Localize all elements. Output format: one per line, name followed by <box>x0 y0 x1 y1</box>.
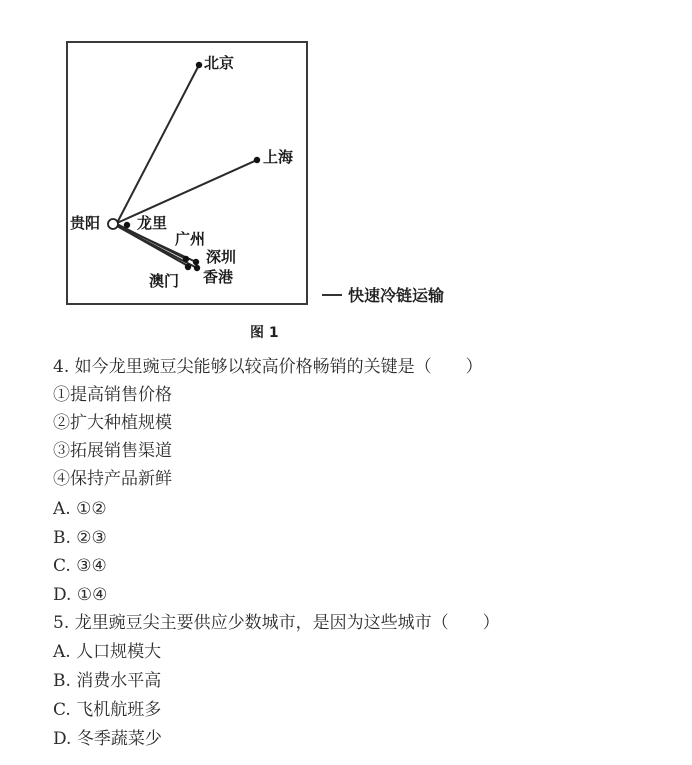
route-beijing <box>117 65 199 223</box>
statement-4: ④保持产品新鲜 <box>53 469 172 489</box>
question-4-option-a[interactable]: A. ①② <box>53 499 107 519</box>
guangzhou-dot-marker <box>183 256 189 262</box>
question-5-option-c[interactable]: C. 飞机航班多 <box>53 700 162 720</box>
statement-2: ②扩大种植规模 <box>53 413 172 433</box>
legend-label: 快速冷链运输 <box>348 286 445 305</box>
question-4-option-d[interactable]: D. ①④ <box>53 585 108 605</box>
label-macau: 澳门 <box>149 272 180 290</box>
statement-3: ③拓展销售渠道 <box>53 441 172 461</box>
label-shenzhen: 深圳 <box>206 248 237 266</box>
question-5-stem: 5. 龙里豌豆尖主要供应少数城市，是因为这些城市（ ） <box>53 613 500 633</box>
statement-1: ①提高销售价格 <box>53 385 172 405</box>
label-guiyang: 贵阳 <box>70 214 101 232</box>
question-5-option-d[interactable]: D. 冬季蔬菜少 <box>53 729 162 749</box>
shenzhen-dot-marker <box>193 259 199 265</box>
question-4-stem: 4. 如今龙里豌豆尖能够以较高价格畅销的关键是（ ） <box>53 357 483 377</box>
question-5-option-a[interactable]: A. 人口规模大 <box>53 642 162 662</box>
figure-caption: 图 1 <box>250 325 279 341</box>
hongkong-dot-marker <box>194 265 200 271</box>
question-4-option-c[interactable]: C. ③④ <box>53 556 107 576</box>
guiyang-open-circle-marker <box>108 219 118 229</box>
legend-line-symbol <box>322 294 342 296</box>
label-longli: 龙里 <box>137 214 168 232</box>
map-legend <box>322 283 444 306</box>
longli-dot-marker <box>124 222 130 228</box>
label-shanghai: 上海 <box>263 148 294 166</box>
label-hongkong: 香港 <box>203 268 234 286</box>
beijing-dot-marker <box>196 62 202 68</box>
label-beijing: 北京 <box>204 54 235 72</box>
shanghai-dot-marker <box>254 157 260 163</box>
question-4-option-b[interactable]: B. ②③ <box>53 528 107 548</box>
macau-dot-marker <box>185 264 191 270</box>
label-guangzhou: 广州 <box>175 230 206 248</box>
question-5-option-b[interactable]: B. 消费水平高 <box>53 671 162 691</box>
